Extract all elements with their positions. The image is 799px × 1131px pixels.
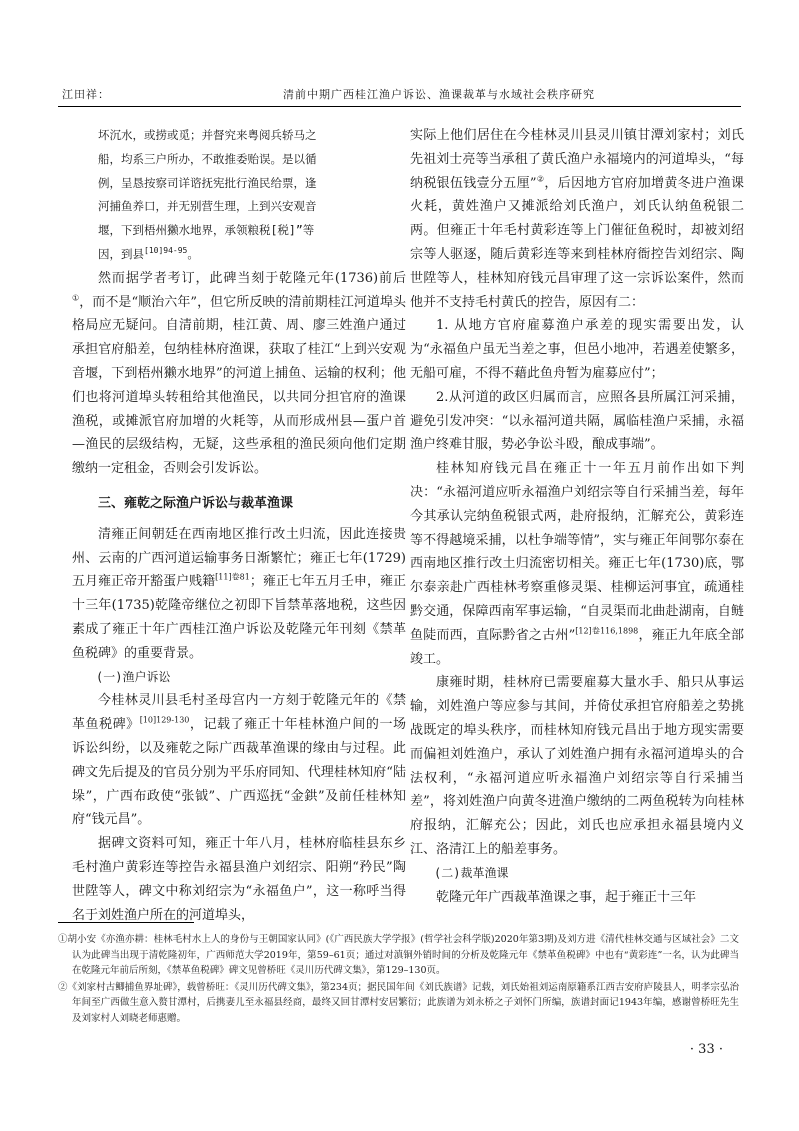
paragraph: 桂林知府钱元昌在雍正十一年五月前作出如下判决：“永福河道应听永福渔户刘绍宗等自行采捕当差，每年今其承认完纳鱼税银式两，赴府报纳，汇解充公，黄彩连等不得越境采捕，以杜争端等情”，实与雍正年间鄂尔泰在西南地区推行改土归流密切相关。雍正七年(1730)底，鄂尔泰亲赴广西桂林考察重修灵渠、桂柳运河事宜，疏通桂黔交通，保障西南军事运输，“自灵渠而北曲赴湖南，自鲢鱼陡而西，直际黔省之古州”$^{[12]卷116,1898}$，雍正九年底全部竣工。 xyxy=(410,461,744,667)
citation-ref: [11]卷81 xyxy=(215,573,250,583)
quote-line: 例，呈恳按察司详谘抚宪批行渔民给票，逢 xyxy=(98,175,317,190)
footnote: ②《刘家村古鲫捕鱼界址碑》，载曾桥旺：《灵川历代碑文集》，第234页；据民国年间《刘氏族谱》记载，刘氏始祖刘运南原籍系江西吉安府庐陵县人，明孝宗弘治年间至广西做生意入赘甘潭村，后携妻儿至永福县经商，最终又回甘潭村安居繁衍；此族谱为刘永桥之子刘怀门所编，族谱封面记1943年编，感谢曾桥旺先生及刘家村人刘晓老师惠赠。 xyxy=(58,981,739,1024)
stele-quote xyxy=(72,124,406,267)
paragraph: 今桂林灵川县毛村圣母宫内一方刻于乾隆元年的《禁革鱼税碑》$^{[10]129-130}$，记载了雍正十年桂林渔户间的一场诉讼纠纷，以及雍乾之际广西裁革渔课的缘由与过程。此碑文先后提及的官员分别为平乐府同知、代理桂林知府“陆垛”，广西布政使“张钺”、广西巡抚“金鉷”及前任桂林知府“钱元昌”。 xyxy=(72,693,406,828)
paragraph: 康雍时期，桂林府已需要雇募大量水手、船只从事运输，刘姓渔户等应参与其间，并倚仗承担官府船差之势挑战既定的埠头秩序，而桂林知府钱元昌出于地方现实需要而偏袒刘姓渔户，承认了刘姓渔户拥有永福河道埠头的合法权利，“永福河道应听永福渔户刘绍宗等自行采捕当差”，将刘姓渔户向黄冬进渔户缴纳的二两鱼税转为向桂林府报纳，汇解充公；因此，刘氏也应承担永福县境内义江、洛清江上的船差事务。 xyxy=(410,675,744,857)
paragraph: 2.从河道的政区归属而言，应照各县所属江河采捕，避免引发冲突：“以永福河道共隔，属临桂渔户采捕，永福渔户终难甘服，势必争讼斗殴，酿成事端”。 xyxy=(410,389,744,453)
subsection-heading: (一)渔户诉讼 xyxy=(96,669,171,684)
quote-line: 堰，下到梧州獭水地界，承领粮税[税]”等 xyxy=(98,223,315,238)
page-number: · 33 · xyxy=(689,1042,723,1057)
citation-ref: [12]卷116,1898 xyxy=(575,626,639,636)
header-author: 江田祥： xyxy=(62,88,110,101)
quote-line-last: 因，到县$^{[10]94-95}$。 xyxy=(98,246,199,261)
running-header xyxy=(58,84,741,107)
footnote-divider xyxy=(58,922,194,923)
footnotes xyxy=(58,932,739,1027)
citation-ref: [10]129-130 xyxy=(139,715,190,725)
right-column xyxy=(410,124,744,909)
subsection-heading: (二)裁革渔课 xyxy=(434,865,509,880)
section-heading: 三、雍乾之际渔户诉讼与裁革渔课 xyxy=(98,494,294,510)
quote-line: 河捕鱼养口，并无别营生理，上到兴安观音 xyxy=(98,199,317,214)
paragraph: 清雍正间朝廷在西南地区推行改土归流，因此连接贵州、云南的广西河道运输事务日渐繁忙；雍正七年(1729)五月雍正帝开豁蛋户贱籍$^{[11]卷81}$；雍正七年五月壬申，雍正十三年(1735)乾隆帝继位之初即下旨禁革落地税，这些因素成了雍正十年广西桂江渔户诉讼及乾隆元年刊刻《禁革鱼税碑》的重要背景。 xyxy=(72,526,406,661)
paragraph: 乾隆元年广西裁革渔课之事，起于雍正十三年 xyxy=(436,889,697,905)
citation-ref: [10]94-95 xyxy=(144,246,188,256)
paragraph: 实际上他们居住在今桂林灵川县灵川镇甘潭刘家村；刘氏先祖刘士亮等当承租了黄氏渔户永福境内的河道埠头，“每纳税银伍钱壹分五厘”②，后因地方官府加增黄冬进户渔课火耗，黄姓渔户又摊派给刘氏渔户，刘氏认纳鱼税银二两。但雍正十年毛村黄彩连等上门催征鱼税时，却被刘绍宗等人驱逐，随后黄彩连等来到桂林府衙控告刘绍宗、陶世陞等人，桂林知府钱元昌审理了这一宗诉讼案件，然而他并不支持毛村黄氏的控告，原因有二： xyxy=(410,128,744,310)
footnote-ref: ① xyxy=(72,293,80,303)
footnote-ref: ② xyxy=(536,174,545,184)
quote-line: 船，均系三户所办，不敢推委贻误。是以循 xyxy=(98,151,317,166)
left-column xyxy=(72,124,406,927)
paragraph: 然而据学者考订，此碑当刻于乾隆元年(1736)前后①，而不是“顺治六年”，但它所反映的清前期桂江河道埠头格局应无疑问。自清前期，桂江黄、周、廖三姓渔户通过承担官府船差，包纳桂林府渔课，获取了桂江“上到兴安观音堰，下到梧州獭水地界”的河道上捕鱼、运输的权利；他们也将河道埠头转租给其他渔民，以共同分担官府的渔课渔税，或摊派官府加增的火耗等，从而形成州县—蛋户首—渔民的层级结构，无疑，这些承租的渔民须向他们定期缴纳一定租金，否则会引发诉讼。 xyxy=(72,270,406,477)
paragraph: 据碑文资料可知，雍正十年八月，桂林府临桂县东乡毛村渔户黄彩连等控告永福县渔户刘绍宗、阳朔“矜民”陶世陞等人，碑文中称刘绍宗为“永福鱼户”，这一称呼当得名于刘姓渔户所在的河道埠头， xyxy=(72,836,406,923)
footnote: ①胡小安《亦渔亦耕：桂林毛村水上人的身份与王朝国家认同》(《广西民族大学学报》(哲学社会科学版)2020年第3期)及刘方进《清代桂林交通与区域社会》二文认为此碑当出现于清乾隆初年，广西师范大学2019年，第59–61页；通过对滇铜外销时间的分析及乾隆元年《禁革鱼税碑》中也有“黄彩连”一名，认为此碑当在乾隆元年前后所刻，《禁革鱼税碑》碑文见曾桥旺《灵川历代碑文集》，第129–130页。 xyxy=(58,934,739,976)
header-running-title: 清前中期广西桂江渔户诉讼、渔课裁革与水域社会秩序研究 xyxy=(283,88,595,101)
quote-line: 坏沉水，或捞或觅；并督究来粤阅兵轿马之 xyxy=(98,128,317,142)
paragraph: 1. 从地方官府雇募渔户承差的现实需要出发，认为“永福鱼户虽无当差之事，但邑小地冲，若遇差使繁多，无船可雇，不得不藉此鱼舟暂为雇募应付”； xyxy=(410,318,744,381)
